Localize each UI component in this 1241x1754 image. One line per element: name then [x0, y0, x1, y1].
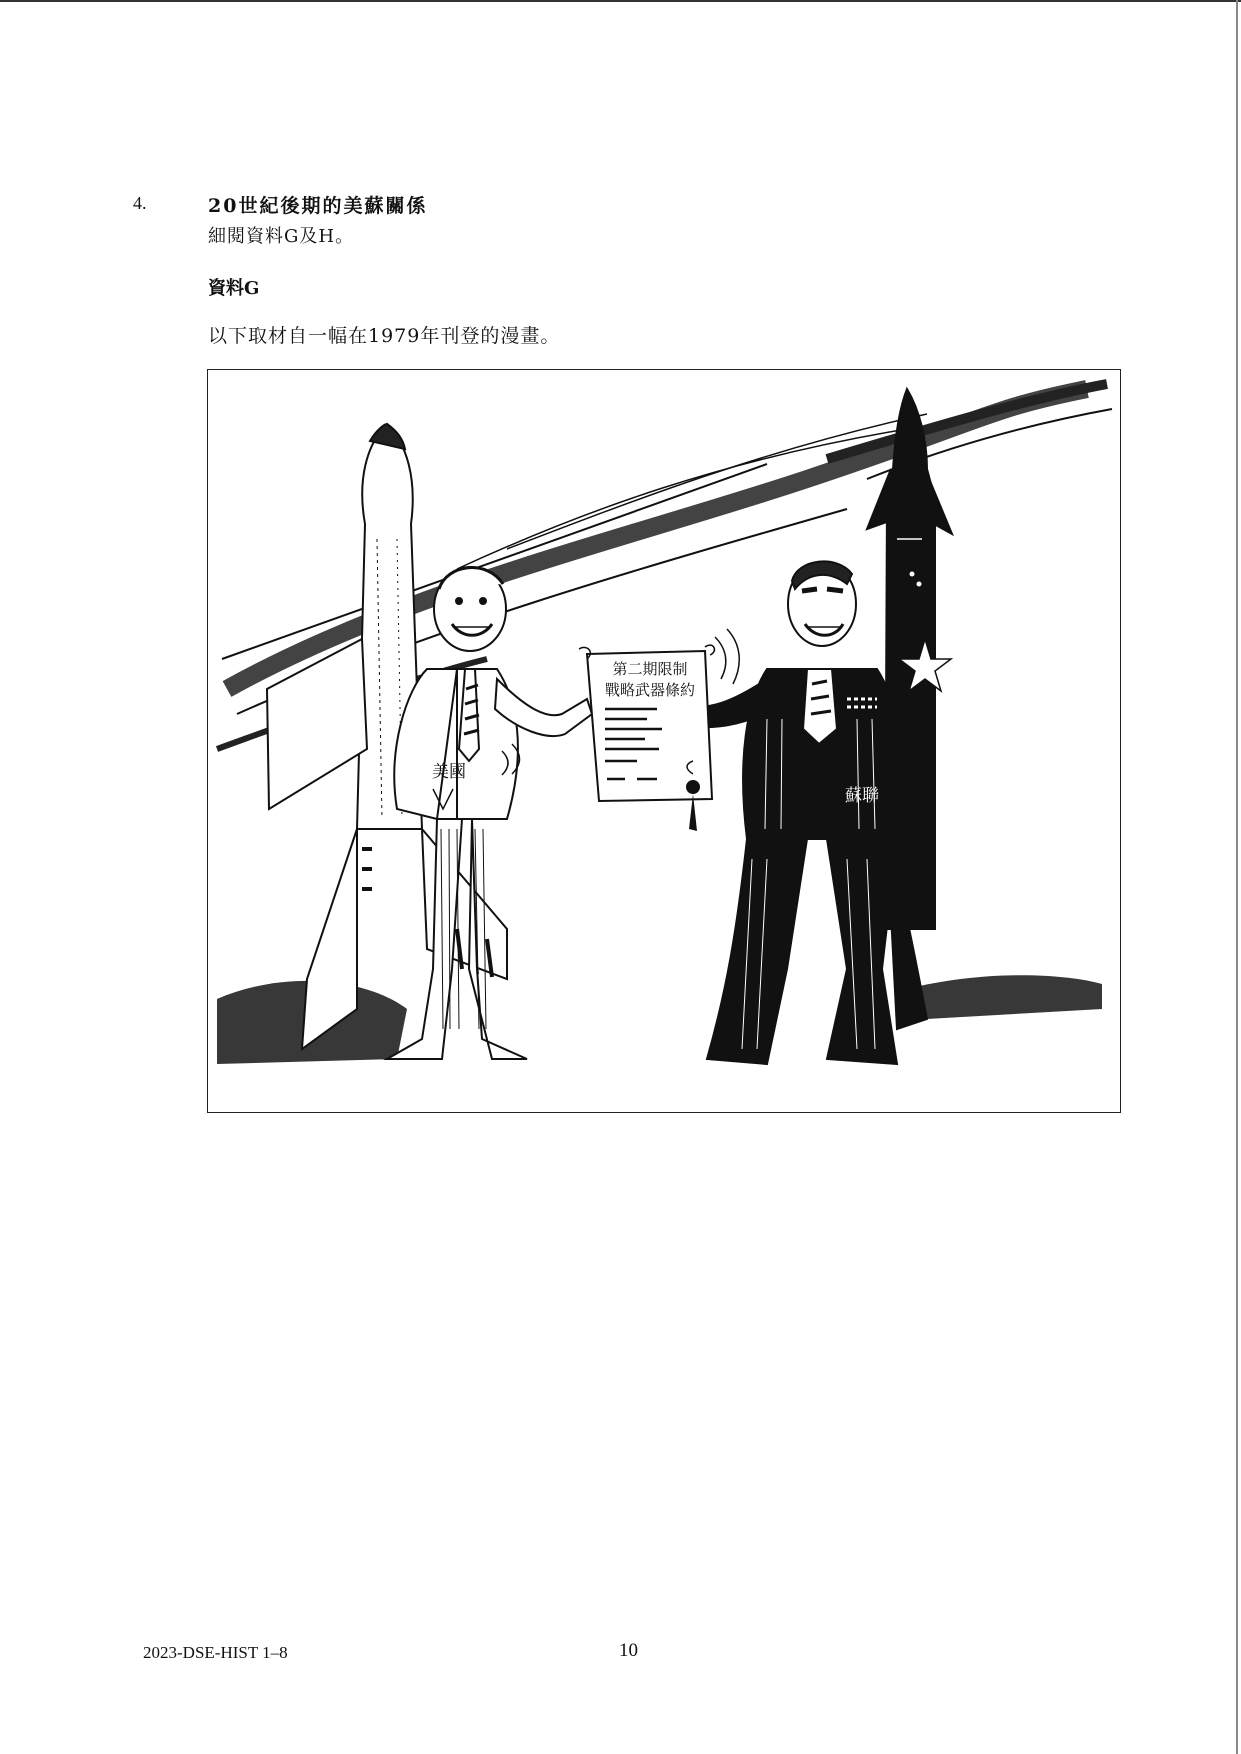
- question-instruction: 細閱資料G及H。: [208, 226, 355, 247]
- usa-label: 美國: [432, 762, 466, 782]
- cartoon-frame: [207, 369, 1121, 1113]
- source-label: 資料G: [208, 278, 260, 299]
- ussr-label: 蘇聯: [845, 786, 879, 806]
- scan-right-edge: [1236, 0, 1238, 1754]
- source-caption: 以下取材自一幅在1979年刊登的漫畫。: [208, 325, 561, 347]
- scan-top-edge: [0, 0, 1241, 2]
- question-title: 20世紀後期的美蘇關係: [208, 195, 428, 217]
- page-number: 10: [619, 1640, 638, 1661]
- treaty-title-line2: 戰略武器條約: [604, 681, 696, 699]
- exam-code: 2023-DSE-HIST 1–8: [143, 1643, 288, 1662]
- question-number: 4.: [133, 193, 147, 213]
- treaty-title-line1: 第二期限制: [612, 660, 688, 678]
